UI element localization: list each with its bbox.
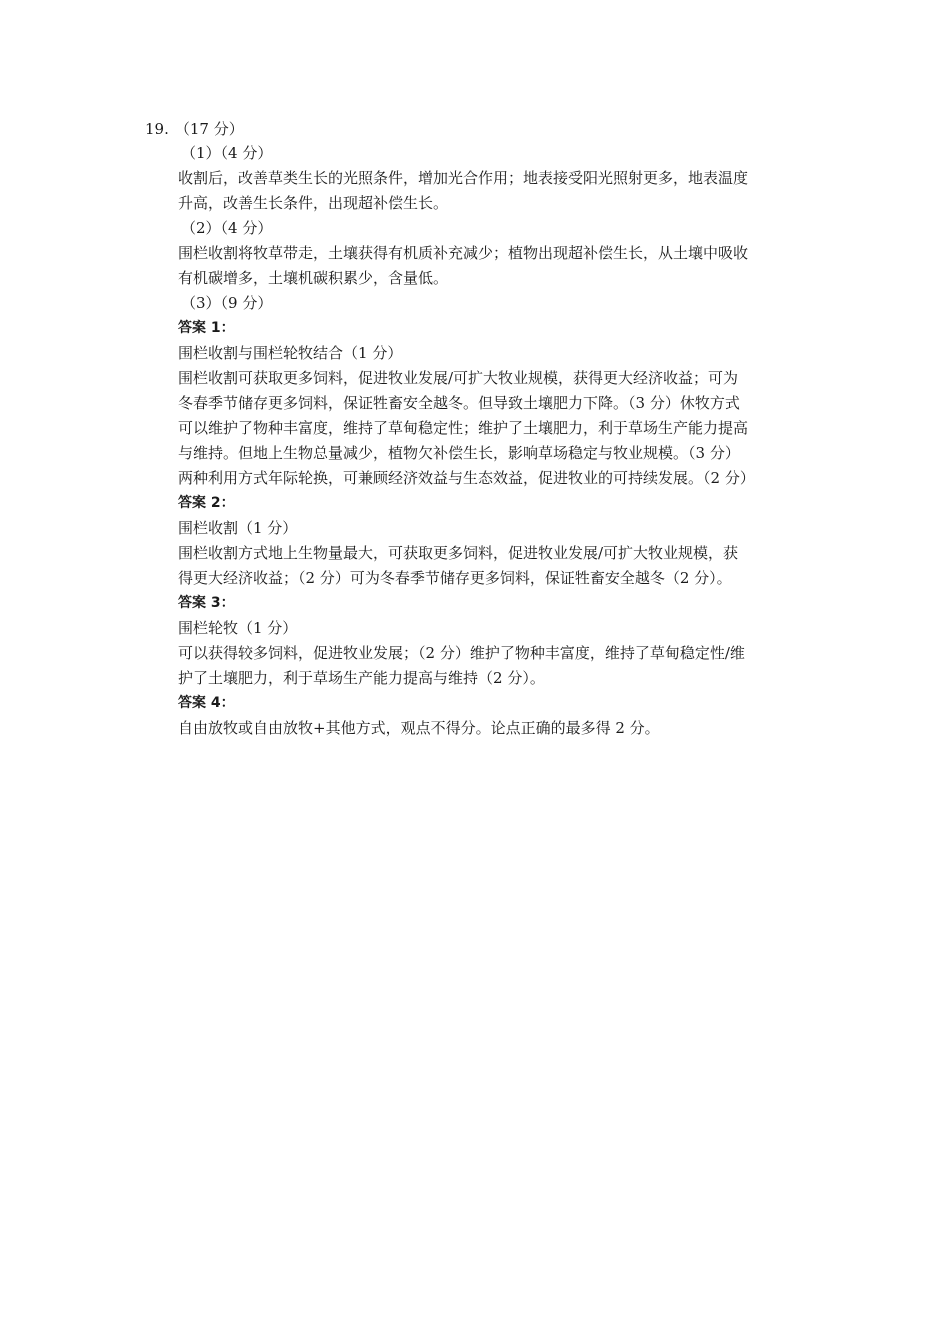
answer-1-line: 围栏收割与围栏轮牧结合（1 分） xyxy=(178,344,403,362)
part-2-label: （2）（4 分） xyxy=(181,219,273,237)
answer-3-line: 护了土壤肥力，利于草场生产能力提高与维持（2 分）。 xyxy=(178,669,545,687)
question-number: 19. xyxy=(145,120,169,138)
answer-2-line: 得更大经济收益；（2 分）可为冬春季节储存更多饲料，保证牲畜安全越冬（2 分）。 xyxy=(178,569,732,587)
answer-1-line: 与维持。但地上生物总量减少，植物欠补偿生长，影响草场稳定与牧业规模。（3 分） xyxy=(178,444,740,462)
answer-1-line: 冬春季节储存更多饲料，保证牲畜安全越冬。但导致土壤肥力下降。（3 分）休牧方式 xyxy=(178,394,740,412)
answer-4-label: 答案 4： xyxy=(178,695,235,711)
answer-1-line: 可以维护了物种丰富度，维持了草甸稳定性；维护了土壤肥力，利于草场生产能力提高 xyxy=(178,419,749,437)
answer-3-label: 答案 3： xyxy=(178,595,235,611)
question-header xyxy=(145,117,244,141)
answer-2-label: 答案 2： xyxy=(178,495,235,511)
answer-3-line: 围栏轮牧（1 分） xyxy=(178,619,298,637)
answer-1-line: 围栏收割可获取更多饲料，促进牧业发展/可扩大牧业规模，获得更大经济收益；可为 xyxy=(178,369,739,387)
question-score: （17 分） xyxy=(174,120,244,138)
answer-1-label: 答案 1： xyxy=(178,320,235,336)
answer-2-line: 围栏收割（1 分） xyxy=(178,519,298,537)
part-1-text-line: 升高，改善生长条件，出现超补偿生长。 xyxy=(178,194,449,212)
part-2-text-line: 围栏收割将牧草带走，土壤获得有机质补充减少；植物出现超补偿生长，从土壤中吸收 xyxy=(178,244,749,262)
part-2-text-line: 有机碳增多，土壤机碳积累少，含量低。 xyxy=(178,269,449,287)
answer-3-line: 可以获得较多饲料，促进牧业发展；（2 分）维护了物种丰富度，维持了草甸稳定性/维 xyxy=(178,644,745,662)
part-1-text-line: 收割后，改善草类生长的光照条件，增加光合作用；地表接受阳光照射更多，地表温度 xyxy=(178,169,749,187)
answer-4-line: 自由放牧或自由放牧+其他方式，观点不得分。论点正确的最多得 2 分。 xyxy=(178,719,660,737)
part-3-label: （3）（9 分） xyxy=(181,294,273,312)
answer-1-line: 两种利用方式年际轮换，可兼顾经济效益与生态效益，促进牧业的可持续发展。（2 分） xyxy=(178,469,755,487)
part-1-label: （1）（4 分） xyxy=(181,144,273,162)
answer-2-line: 围栏收割方式地上生物量最大，可获取更多饲料，促进牧业发展/可扩大牧业规模，获 xyxy=(178,544,739,562)
answer-content xyxy=(178,141,810,741)
